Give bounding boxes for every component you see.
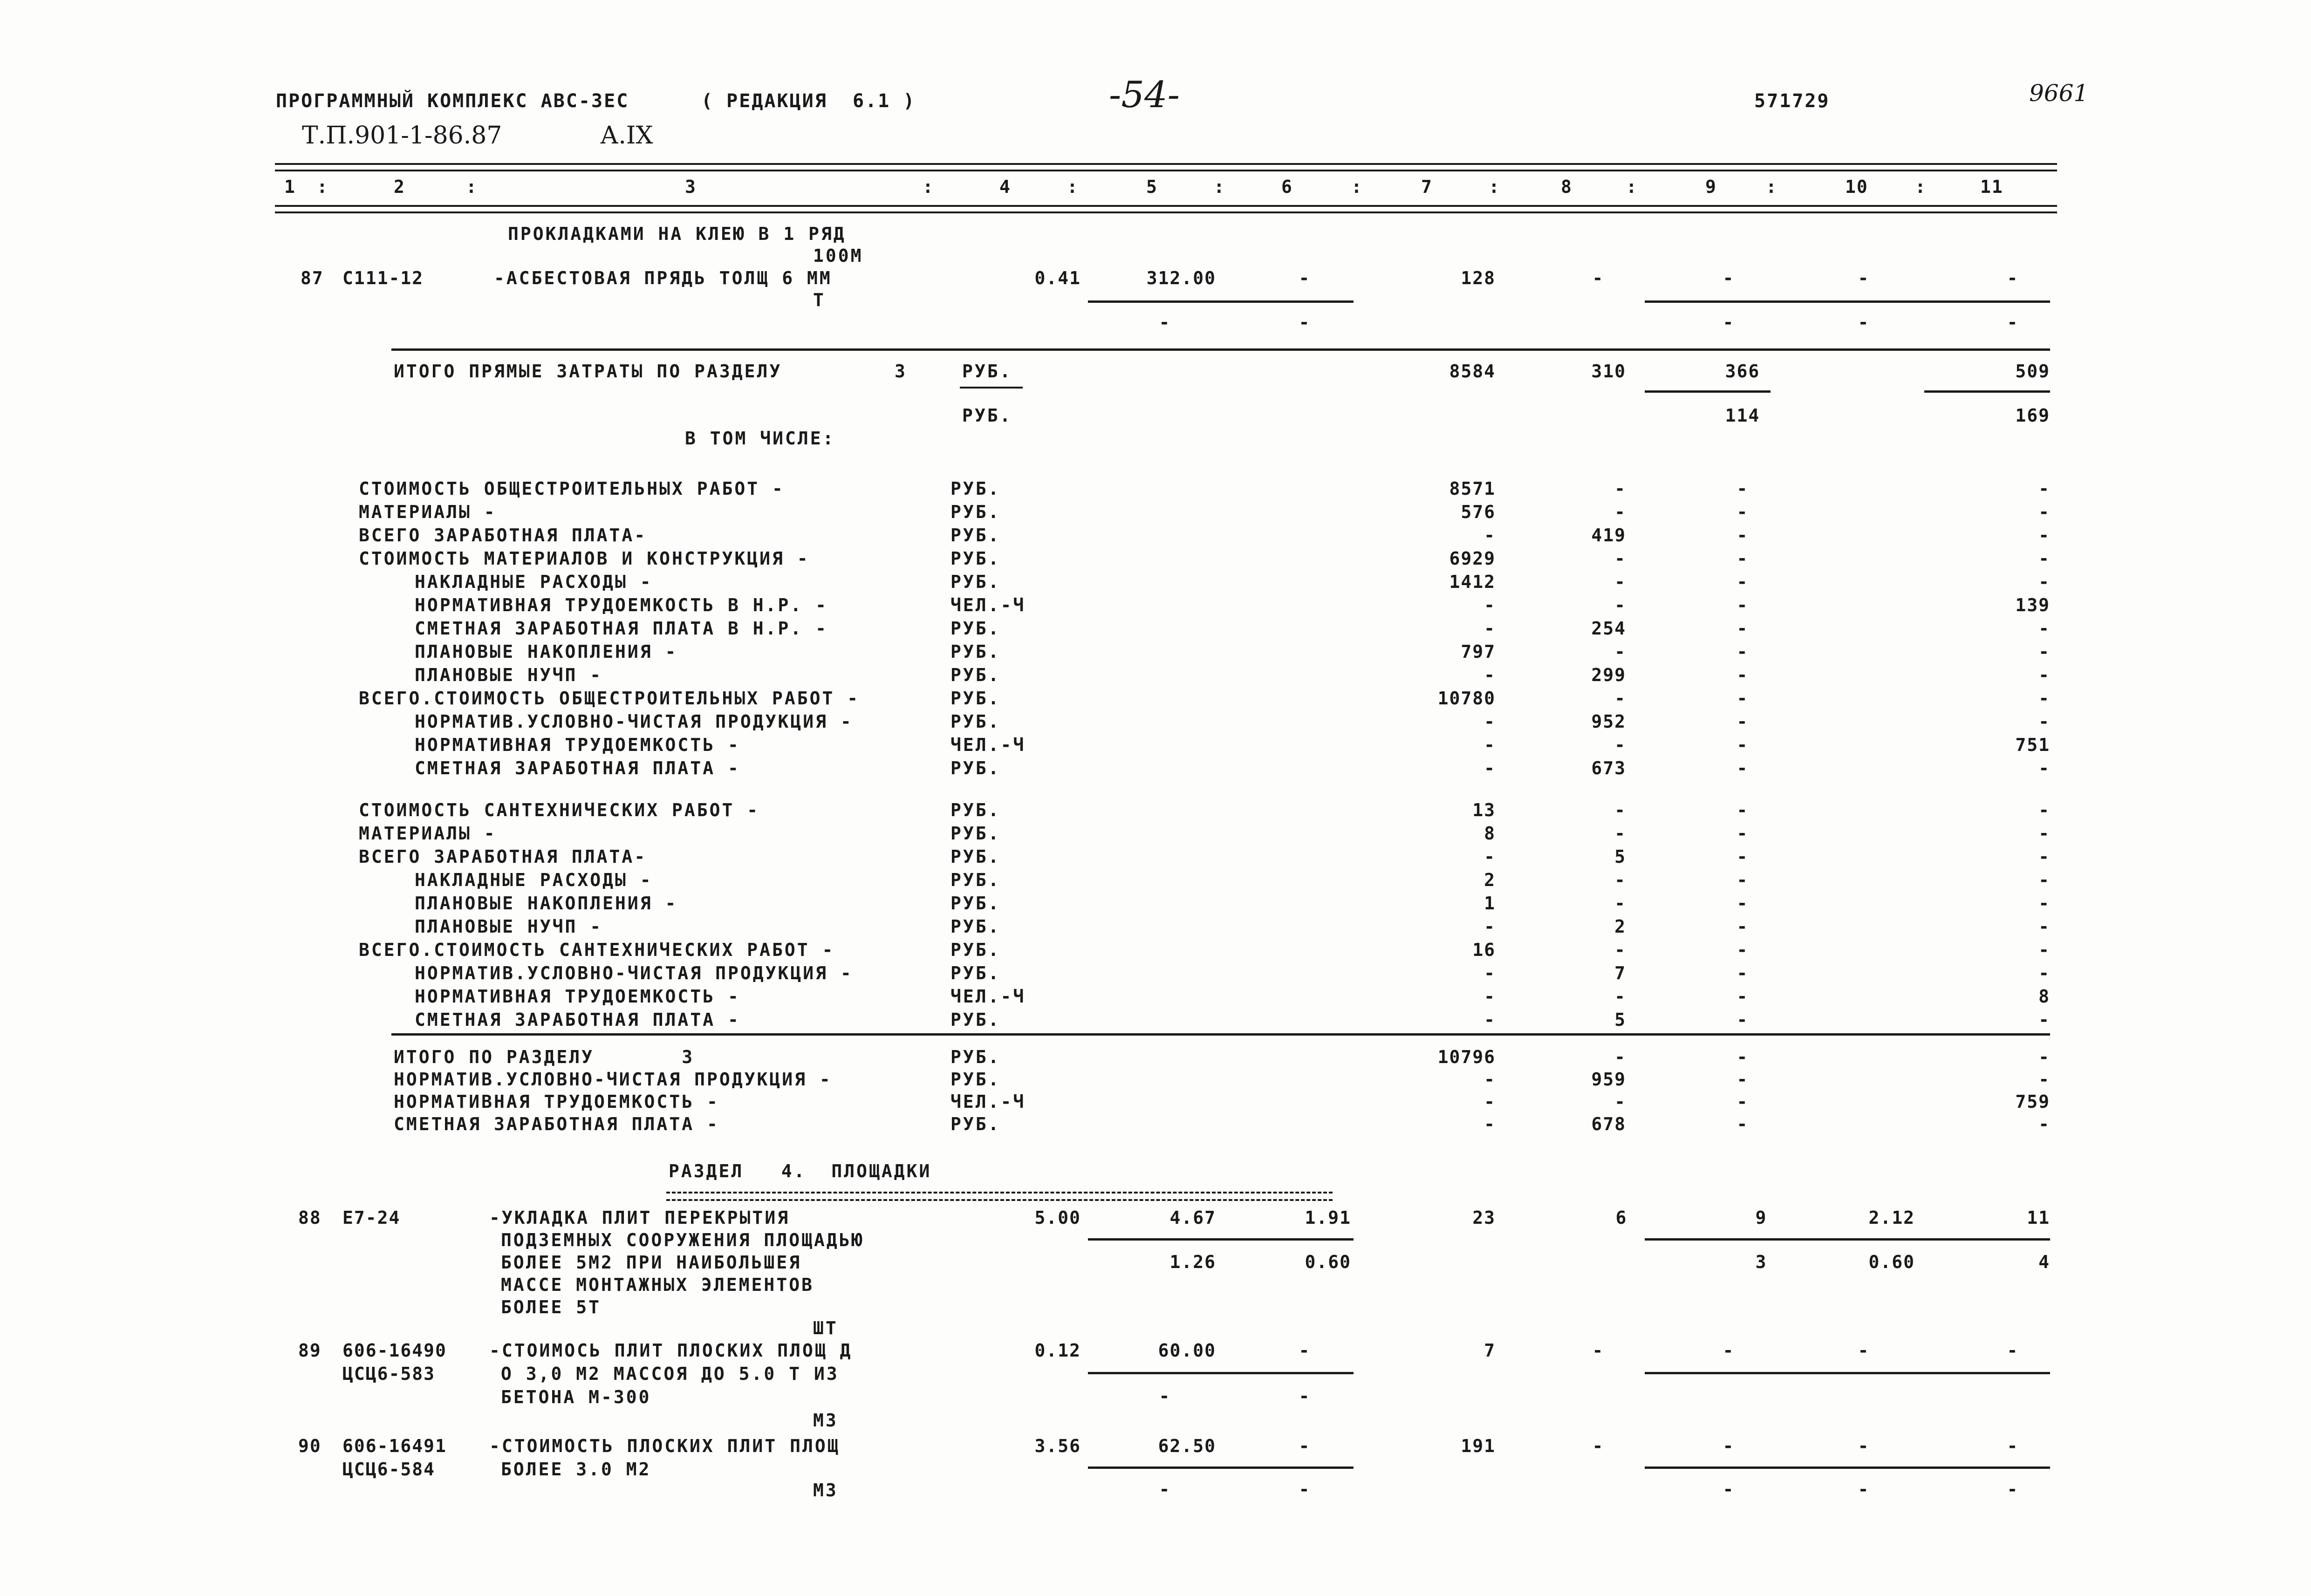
sanitary_works-row-label: СТОИМОСТЬ САНТЕХНИЧЕСКИХ РАБОТ - xyxy=(359,800,760,820)
general_works-row-col9: - xyxy=(1737,572,1749,592)
item87-subrule-b xyxy=(1645,300,2050,303)
general_works-row-col11: - xyxy=(2038,525,2050,546)
item88-col10: 2.12 xyxy=(1868,1207,1915,1228)
totals-unit-1: РУБ. xyxy=(962,361,1012,382)
item90-col4: 3.56 xyxy=(1034,1436,1081,1456)
sanitary_works-row-col7: - xyxy=(1484,846,1496,867)
totals-col8: 310 xyxy=(1591,361,1626,382)
general_works-row-col9: - xyxy=(1737,502,1749,522)
sanitary_works-row-label: МАТЕРИАЛЫ - xyxy=(359,823,497,844)
sanitary_works-row-unit: РУБ. xyxy=(950,1009,1001,1030)
totals-col11b: 169 xyxy=(2015,405,2050,426)
item88-col11b: 4 xyxy=(2038,1252,2050,1272)
general_works-row-label: НОРМАТИВНАЯ ТРУДОЕМКОСТЬ В Н.Р. - xyxy=(415,595,828,615)
item89-number: 89 xyxy=(298,1340,321,1361)
sanitary_works-row-col8: 5 xyxy=(1614,846,1626,867)
sanitary_works-row-col9: - xyxy=(1737,846,1749,867)
general_works-row-unit: РУБ. xyxy=(950,525,1001,546)
item87-col6: - xyxy=(1299,268,1311,288)
column-separator: : xyxy=(1766,177,1778,197)
item87-preline: ПРОКЛАДКАМИ НА КЛЕЮ В 1 РЯД xyxy=(508,224,846,244)
item88-col7: 23 xyxy=(1472,1207,1496,1228)
sanitary_works-row-col7: - xyxy=(1484,963,1496,983)
item89-col7: 7 xyxy=(1484,1340,1496,1361)
totals-top-rule xyxy=(391,348,2050,351)
item88-number: 88 xyxy=(298,1207,321,1228)
general_works-row-col8: - xyxy=(1614,572,1626,592)
item89-description-line: БЕТОНА М-300 xyxy=(501,1387,651,1407)
general_works-row-col7: - xyxy=(1484,618,1496,639)
page-number: -54- xyxy=(1109,74,1180,116)
item88-code: Е7-24 xyxy=(342,1207,401,1228)
item87-col11: - xyxy=(2007,268,2019,288)
section-total-row-label: ИТОГО ПО РАЗДЕЛУ 3 xyxy=(394,1047,695,1067)
sanitary_works-row-col9: - xyxy=(1737,893,1749,914)
item90-col9b: - xyxy=(1723,1479,1735,1500)
section-total-row-col9: - xyxy=(1737,1091,1749,1112)
item87-col5: 312.00 xyxy=(1146,268,1216,288)
section-total-row-col8: 678 xyxy=(1591,1114,1626,1134)
general_works-row-col9: - xyxy=(1737,618,1749,639)
sanitary_works-row-col7: 16 xyxy=(1472,940,1496,960)
column-header-7: 7 xyxy=(1421,177,1433,197)
item89-description-line: -СТОИМОСЬ ПЛИТ ПЛОСКИХ ПЛОЩ Д xyxy=(489,1340,853,1361)
item88-col10b: 0.60 xyxy=(1868,1252,1915,1272)
general_works-row-col11: - xyxy=(2038,478,2050,499)
item87-unit-top: 100М xyxy=(813,246,863,266)
item89-subrule-a xyxy=(1088,1372,1354,1374)
general_works-row-col11: - xyxy=(2038,572,2050,592)
general_works-row-label: ВСЕГО ЗАРАБОТНАЯ ПЛАТА- xyxy=(359,525,647,546)
column-header-10: 10 xyxy=(1845,177,1868,197)
item87-number: 87 xyxy=(301,268,324,288)
general_works-row-col7: 576 xyxy=(1461,502,1496,522)
item87-col10: - xyxy=(1858,268,1870,288)
column-header-11: 11 xyxy=(1980,177,2003,197)
general_works-row-col11: - xyxy=(2038,502,2050,522)
item90-col5b: - xyxy=(1159,1479,1171,1500)
sanitary_works-row-col9: - xyxy=(1737,1009,1749,1030)
general_works-row-unit: ЧЕЛ.-Ч xyxy=(950,735,1026,755)
sanitary_works-row-col11: - xyxy=(2038,846,2050,867)
general_works-row-col7: 1412 xyxy=(1449,572,1496,592)
general_works-row-col7: 797 xyxy=(1461,641,1496,662)
general_works-row-col9: - xyxy=(1737,641,1749,662)
sanitary_works-row-label: СМЕТНАЯ ЗАРАБОТНАЯ ПЛАТА - xyxy=(415,1009,740,1030)
item88-unit: ШТ xyxy=(813,1318,838,1338)
column-separator: : xyxy=(1067,177,1079,197)
column-header-3: 3 xyxy=(685,177,697,197)
general_works-row-col8: - xyxy=(1614,478,1626,499)
item90-subrule-a xyxy=(1088,1466,1354,1469)
section-total-row-col7: 10796 xyxy=(1437,1047,1496,1067)
column-header-4: 4 xyxy=(999,177,1011,197)
general_works-row-label: НОРМАТИВНАЯ ТРУДОЕМКОСТЬ - xyxy=(415,735,740,755)
general_works-row-col7: - xyxy=(1484,665,1496,685)
sanitary_works-row-unit: РУБ. xyxy=(950,823,1001,844)
item88-description-line: МАССЕ МОНТАЖНЫХ ЭЛЕМЕНТОВ xyxy=(501,1275,814,1295)
totals-col7: 8584 xyxy=(1449,361,1496,382)
general_works-row-col11: - xyxy=(2038,688,2050,709)
column-separator: : xyxy=(1626,177,1638,197)
sanitary_works-row-col9: - xyxy=(1737,870,1749,890)
section4-underline xyxy=(666,1192,1333,1201)
section-total-row-label: НОРМАТИВНАЯ ТРУДОЕМКОСТЬ - xyxy=(394,1091,719,1112)
section-total-row-col7: - xyxy=(1484,1069,1496,1090)
general_works-row-label: СТОИМОСТЬ МАТЕРИАЛОВ И КОНСТРУКЦИЯ - xyxy=(359,548,810,569)
general_works-row-col9: - xyxy=(1737,595,1749,615)
item89-col6: - xyxy=(1299,1340,1311,1361)
general_works-row-col11: - xyxy=(2038,758,2050,778)
sanitary_works-row-unit: РУБ. xyxy=(950,800,1001,820)
general_works-row-unit: РУБ. xyxy=(950,548,1001,569)
section-total-row-col9: - xyxy=(1737,1069,1749,1090)
item87-col9b: - xyxy=(1723,312,1735,333)
general_works-row-label: СМЕТНАЯ ЗАРАБОТНАЯ ПЛАТА - xyxy=(415,758,740,778)
item89-unit: М3 xyxy=(813,1410,838,1431)
column-header-2: 2 xyxy=(394,177,405,197)
general_works-row-col7: - xyxy=(1484,711,1496,732)
item87-col7: 128 xyxy=(1461,268,1496,288)
item90-col10: - xyxy=(1858,1436,1870,1456)
general_works-row-unit: РУБ. xyxy=(950,618,1001,639)
general_works-row-col11: - xyxy=(2038,618,2050,639)
section-total-row-col8: 959 xyxy=(1591,1069,1626,1090)
item90-number: 90 xyxy=(298,1436,321,1456)
general_works-row-unit: РУБ. xyxy=(950,572,1001,592)
item88-subrule-b xyxy=(1645,1238,2050,1241)
section-total-row-unit: РУБ. xyxy=(950,1069,1001,1090)
general_works-row-col11: - xyxy=(2038,665,2050,685)
column-separator: : xyxy=(923,177,934,197)
general_works-row-col7: 8571 xyxy=(1449,478,1496,499)
sanitary_works-row-col11: - xyxy=(2038,870,2050,890)
section-total-row-unit: ЧЕЛ.-Ч xyxy=(950,1091,1026,1112)
sanitary_works-row-col7: - xyxy=(1484,1009,1496,1030)
general_works-row-label: ПЛАНОВЫЕ НУЧП - xyxy=(415,665,603,685)
general_works-row-col8: - xyxy=(1614,735,1626,755)
general_works-row-label: ВСЕГО.СТОИМОСТЬ ОБЩЕСТРОИТЕЛЬНЫХ РАБОТ - xyxy=(359,688,860,709)
item89-col11: - xyxy=(2007,1340,2019,1361)
section-total-row-col11: - xyxy=(2038,1047,2050,1067)
item87-description: -АСБЕСТОВАЯ ПРЯДЬ ТОЛЩ 6 ММ xyxy=(494,268,832,288)
sanitary_works-row-col9: - xyxy=(1737,986,1749,1007)
sanitary_works-row-col7: - xyxy=(1484,916,1496,937)
item87-subrule-a xyxy=(1088,300,1354,303)
sanitary_works-row-col8: - xyxy=(1614,870,1626,890)
column-separator: : xyxy=(317,177,328,197)
item90-col6b: - xyxy=(1299,1479,1311,1500)
totals-col9b: 114 xyxy=(1725,405,1760,426)
sanitary_works-row-col9: - xyxy=(1737,963,1749,983)
totals-label: ИТОГО ПРЯМЫЕ ЗАТРАТЫ ПО РАЗДЕЛУ xyxy=(394,361,782,382)
section-total-top-rule xyxy=(391,1033,2050,1036)
sanitary_works-row-col8: 7 xyxy=(1614,963,1626,983)
general_works-row-label: НОРМАТИВ.УСЛОВНО-ЧИСТАЯ ПРОДУКЦИЯ - xyxy=(415,711,853,732)
document-code: 571729 xyxy=(1754,90,1830,112)
general_works-row-col8: - xyxy=(1614,548,1626,569)
item89-code2: ЦСЦ6-583 xyxy=(342,1364,436,1384)
item88-col8: 6 xyxy=(1615,1207,1627,1228)
item87-col6b: - xyxy=(1299,312,1311,333)
item87-col9: - xyxy=(1723,268,1735,288)
sanitary_works-row-col9: - xyxy=(1737,940,1749,960)
item90-description-line: -СТОИМОСТЬ ПЛОСКИХ ПЛИТ ПЛОЩ xyxy=(489,1436,840,1456)
item89-col5b: - xyxy=(1159,1386,1171,1406)
sanitary_works-row-col7: 1 xyxy=(1484,893,1496,914)
item87-code: С111-12 xyxy=(342,268,424,288)
totals-unit-rule xyxy=(960,387,1023,389)
general_works-row-col8: - xyxy=(1614,688,1626,709)
item88-col4: 5.00 xyxy=(1034,1207,1081,1228)
item89-col4: 0.12 xyxy=(1034,1340,1081,1361)
general_works-row-unit: РУБ. xyxy=(950,758,1001,778)
section-total-row-col9: - xyxy=(1737,1114,1749,1134)
sanitary_works-row-label: НАКЛАДНЫЕ РАСХОДЫ - xyxy=(415,870,653,890)
general_works-row-unit: РУБ. xyxy=(950,641,1001,662)
general_works-row-col7: - xyxy=(1484,525,1496,546)
general_works-row-col8: 299 xyxy=(1591,665,1626,685)
general_works-row-col9: - xyxy=(1737,525,1749,546)
totals-rule-c11 xyxy=(1924,390,2050,393)
general_works-row-col7: - xyxy=(1484,758,1496,778)
item88-col9b: 3 xyxy=(1755,1252,1767,1272)
edition-label: ( РЕДАКЦИЯ 6.1 ) xyxy=(701,90,916,112)
item90-col7: 191 xyxy=(1461,1436,1496,1456)
sanitary_works-row-col11: - xyxy=(2038,823,2050,844)
sanitary_works-row-label: ПЛАНОВЫЕ НАКОПЛЕНИЯ - xyxy=(415,893,678,914)
sanitary_works-row-col11: 8 xyxy=(2038,986,2050,1007)
item89-description-line: О 3,0 М2 МАССОЯ ДО 5.0 Т ИЗ xyxy=(501,1364,839,1384)
sanitary_works-row-label: ВСЕГО.СТОИМОСТЬ САНТЕХНИЧЕСКИХ РАБОТ - xyxy=(359,940,835,960)
item89-subrule-b xyxy=(1645,1372,2050,1374)
item89-col10: - xyxy=(1858,1340,1870,1361)
item89-col9: - xyxy=(1723,1340,1735,1361)
general_works-row-unit: РУБ. xyxy=(950,711,1001,732)
section-total-row-col11: - xyxy=(2038,1069,2050,1090)
item90-code: 606-16491 xyxy=(342,1436,447,1456)
general_works-row-unit: РУБ. xyxy=(950,665,1001,685)
item89-col5: 60.00 xyxy=(1158,1340,1216,1361)
column-separator: : xyxy=(466,177,478,197)
general_works-row-col8: - xyxy=(1614,502,1626,522)
item90-unit: М3 xyxy=(813,1480,838,1501)
item88-description-line: БОЛЕЕ 5М2 ПРИ НАИБОЛЬШЕЯ xyxy=(501,1252,802,1273)
sanitary_works-row-col8: - xyxy=(1614,893,1626,914)
sanitary_works-row-col9: - xyxy=(1737,823,1749,844)
general_works-row-unit: РУБ. xyxy=(950,478,1001,499)
general_works-row-col11: - xyxy=(2038,711,2050,732)
general_works-row-col8: - xyxy=(1614,641,1626,662)
item88-col6: 1.91 xyxy=(1305,1207,1351,1228)
section-total-row-label: НОРМАТИВ.УСЛОВНО-ЧИСТАЯ ПРОДУКЦИЯ - xyxy=(394,1069,832,1090)
general_works-row-col9: - xyxy=(1737,548,1749,569)
general_works-row-unit: РУБ. xyxy=(950,688,1001,709)
section-total-row-label: СМЕТНАЯ ЗАРАБОТНАЯ ПЛАТА - xyxy=(394,1114,719,1134)
general_works-row-col8: 952 xyxy=(1591,711,1626,732)
sanitary_works-row-col7: 2 xyxy=(1484,870,1496,890)
album-number: А.IX xyxy=(600,122,653,150)
sanitary_works-row-col8: - xyxy=(1614,800,1626,820)
corner-mark: 9661 xyxy=(2029,80,2089,107)
totals-col9: 366 xyxy=(1725,361,1760,382)
general_works-row-col9: - xyxy=(1737,735,1749,755)
program-title: ПРОГРАММНЫЙ КОМПЛЕКС АВС-3ЕС xyxy=(276,90,629,112)
column-separator: : xyxy=(1351,177,1363,197)
column-header-5: 5 xyxy=(1146,177,1158,197)
section-total-row-col9: - xyxy=(1737,1047,1749,1067)
sanitary_works-row-col11: - xyxy=(2038,963,2050,983)
item88-col9: 9 xyxy=(1755,1207,1767,1228)
sanitary_works-row-unit: РУБ. xyxy=(950,940,1001,960)
column-header-6: 6 xyxy=(1281,177,1293,197)
sanitary_works-row-col7: 13 xyxy=(1472,800,1496,820)
item90-col9: - xyxy=(1723,1436,1735,1456)
general_works-row-col11: 751 xyxy=(2015,735,2050,755)
general_works-row-col9: - xyxy=(1737,478,1749,499)
general_works-row-col9: - xyxy=(1737,758,1749,778)
general_works-row-col8: 673 xyxy=(1591,758,1626,778)
item90-col6: - xyxy=(1299,1436,1311,1456)
item88-description-line: -УКЛАДКА ПЛИТ ПЕРЕКРЫТИЯ xyxy=(489,1207,790,1228)
section-total-row-col8: - xyxy=(1614,1091,1626,1112)
general_works-row-col7: 6929 xyxy=(1449,548,1496,569)
general_works-row-unit: ЧЕЛ.-Ч xyxy=(950,595,1026,615)
section-total-row-col7: - xyxy=(1484,1114,1496,1134)
sanitary_works-row-col7: - xyxy=(1484,986,1496,1007)
item87-col11b: - xyxy=(2007,312,2019,333)
general_works-row-col9: - xyxy=(1737,665,1749,685)
general_works-row-col8: 254 xyxy=(1591,618,1626,639)
sanitary_works-row-col11: - xyxy=(2038,800,2050,820)
totals-rule-c9 xyxy=(1645,390,1771,393)
sanitary_works-row-label: ВСЕГО ЗАРАБОТНАЯ ПЛАТА- xyxy=(359,846,647,867)
item90-col8: - xyxy=(1592,1436,1604,1456)
item88-description-line: ПОДЗЕМНЫХ СООРУЖЕНИЯ ПЛОЩАДЬЮ xyxy=(501,1230,864,1250)
general_works-row-col7: - xyxy=(1484,595,1496,615)
item88-description-line: БОЛЕЕ 5Т xyxy=(501,1297,602,1317)
item88-col5: 4.67 xyxy=(1169,1207,1216,1228)
general_works-row-label: СТОИМОСТЬ ОБЩЕСТРОИТЕЛЬНЫХ РАБОТ - xyxy=(359,478,785,499)
sanitary_works-row-unit: РУБ. xyxy=(950,963,1001,983)
item89-col6b: - xyxy=(1299,1386,1311,1406)
sanitary_works-row-label: НОРМАТИВНАЯ ТРУДОЕМКОСТЬ - xyxy=(415,986,740,1007)
project-number: Т.П.901-1-86.87 xyxy=(302,122,502,150)
item90-col5: 62.50 xyxy=(1158,1436,1216,1456)
general_works-row-unit: РУБ. xyxy=(950,502,1001,522)
item89-col8: - xyxy=(1592,1340,1604,1361)
column-header-8: 8 xyxy=(1561,177,1573,197)
section-total-row-col11: - xyxy=(2038,1114,2050,1134)
item87-col10b: - xyxy=(1858,312,1870,333)
sanitary_works-row-col8: - xyxy=(1614,940,1626,960)
column-separator: : xyxy=(1915,177,1927,197)
column-separator: : xyxy=(1489,177,1500,197)
sanitary_works-row-col8: 5 xyxy=(1614,1009,1626,1030)
sanitary_works-row-unit: ЧЕЛ.-Ч xyxy=(950,986,1026,1007)
item87-unit-bottom: Т xyxy=(813,290,826,310)
section-total-row-unit: РУБ. xyxy=(950,1114,1001,1134)
item89-code: 606-16490 xyxy=(342,1340,447,1361)
sanitary_works-row-col8: 2 xyxy=(1614,916,1626,937)
sanitary_works-row-col11: - xyxy=(2038,916,2050,937)
section-total-row-unit: РУБ. xyxy=(950,1047,1001,1067)
sanitary_works-row-col9: - xyxy=(1737,800,1749,820)
sanitary_works-row-label: НОРМАТИВ.УСЛОВНО-ЧИСТАЯ ПРОДУКЦИЯ - xyxy=(415,963,853,983)
general_works-row-label: МАТЕРИАЛЫ - xyxy=(359,502,497,522)
sanitary_works-row-unit: РУБ. xyxy=(950,916,1001,937)
item90-col11: - xyxy=(2007,1436,2019,1456)
sanitary_works-row-col7: 8 xyxy=(1484,823,1496,844)
item90-col11b: - xyxy=(2007,1479,2019,1500)
section-total-row-col8: - xyxy=(1614,1047,1626,1067)
column-header-9: 9 xyxy=(1705,177,1717,197)
sanitary_works-row-col9: - xyxy=(1737,916,1749,937)
general_works-row-col11: - xyxy=(2038,548,2050,569)
sanitary_works-row-unit: РУБ. xyxy=(950,846,1001,867)
sanitary_works-row-col11: - xyxy=(2038,1009,2050,1030)
item88-col6b: 0.60 xyxy=(1305,1252,1351,1272)
item90-subrule-b xyxy=(1645,1466,2050,1469)
item87-col4: 0.41 xyxy=(1034,268,1081,288)
sanitary_works-row-unit: РУБ. xyxy=(950,893,1001,914)
general_works-row-col11: - xyxy=(2038,641,2050,662)
general_works-row-label: ПЛАНОВЫЕ НАКОПЛЕНИЯ - xyxy=(415,641,678,662)
item90-code2: ЦСЦ6-584 xyxy=(342,1459,436,1480)
general_works-row-col7: 10780 xyxy=(1437,688,1496,709)
sanitary_works-row-col8: - xyxy=(1614,986,1626,1007)
item88-subrule-a xyxy=(1088,1238,1354,1241)
general_works-row-col8: - xyxy=(1614,595,1626,615)
general_works-row-col8: 419 xyxy=(1591,525,1626,546)
item90-description-line: БОЛЕЕ 3.0 М2 xyxy=(501,1459,651,1480)
totals-unit-2: РУБ. xyxy=(962,405,1012,426)
sanitary_works-row-col8: - xyxy=(1614,823,1626,844)
general_works-row-col7: - xyxy=(1484,735,1496,755)
general_works-row-col9: - xyxy=(1737,688,1749,709)
header-top-rule xyxy=(275,163,2057,171)
column-header-1: 1 xyxy=(284,177,296,197)
item87-col5b: - xyxy=(1159,312,1171,333)
section-total-row-col11: 759 xyxy=(2015,1091,2050,1112)
item90-col10b: - xyxy=(1858,1479,1870,1500)
sanitary_works-row-col11: - xyxy=(2038,940,2050,960)
header-bottom-rule xyxy=(275,205,2057,213)
general_works-row-label: СМЕТНАЯ ЗАРАБОТНАЯ ПЛАТА В Н.Р. - xyxy=(415,618,828,639)
general_works-row-label: НАКЛАДНЫЕ РАСХОДЫ - xyxy=(415,572,653,592)
column-separator: : xyxy=(1214,177,1225,197)
sanitary_works-row-label: ПЛАНОВЫЕ НУЧП - xyxy=(415,916,603,937)
item88-col5b: 1.26 xyxy=(1169,1252,1216,1272)
general_works-row-col11: 139 xyxy=(2015,595,2050,615)
totals-col11: 509 xyxy=(2015,361,2050,382)
section4-title: РАЗДЕЛ 4. ПЛОЩАДКИ xyxy=(669,1161,932,1181)
totals-section: 3 xyxy=(895,361,907,382)
item87-col8: - xyxy=(1592,268,1604,288)
in-including-label: В ТОМ ЧИСЛЕ: xyxy=(685,428,835,449)
general_works-row-col9: - xyxy=(1737,711,1749,732)
sanitary_works-row-unit: РУБ. xyxy=(950,870,1001,890)
sanitary_works-row-col11: - xyxy=(2038,893,2050,914)
section-total-row-col7: - xyxy=(1484,1091,1496,1112)
item88-col11: 11 xyxy=(2027,1207,2050,1228)
